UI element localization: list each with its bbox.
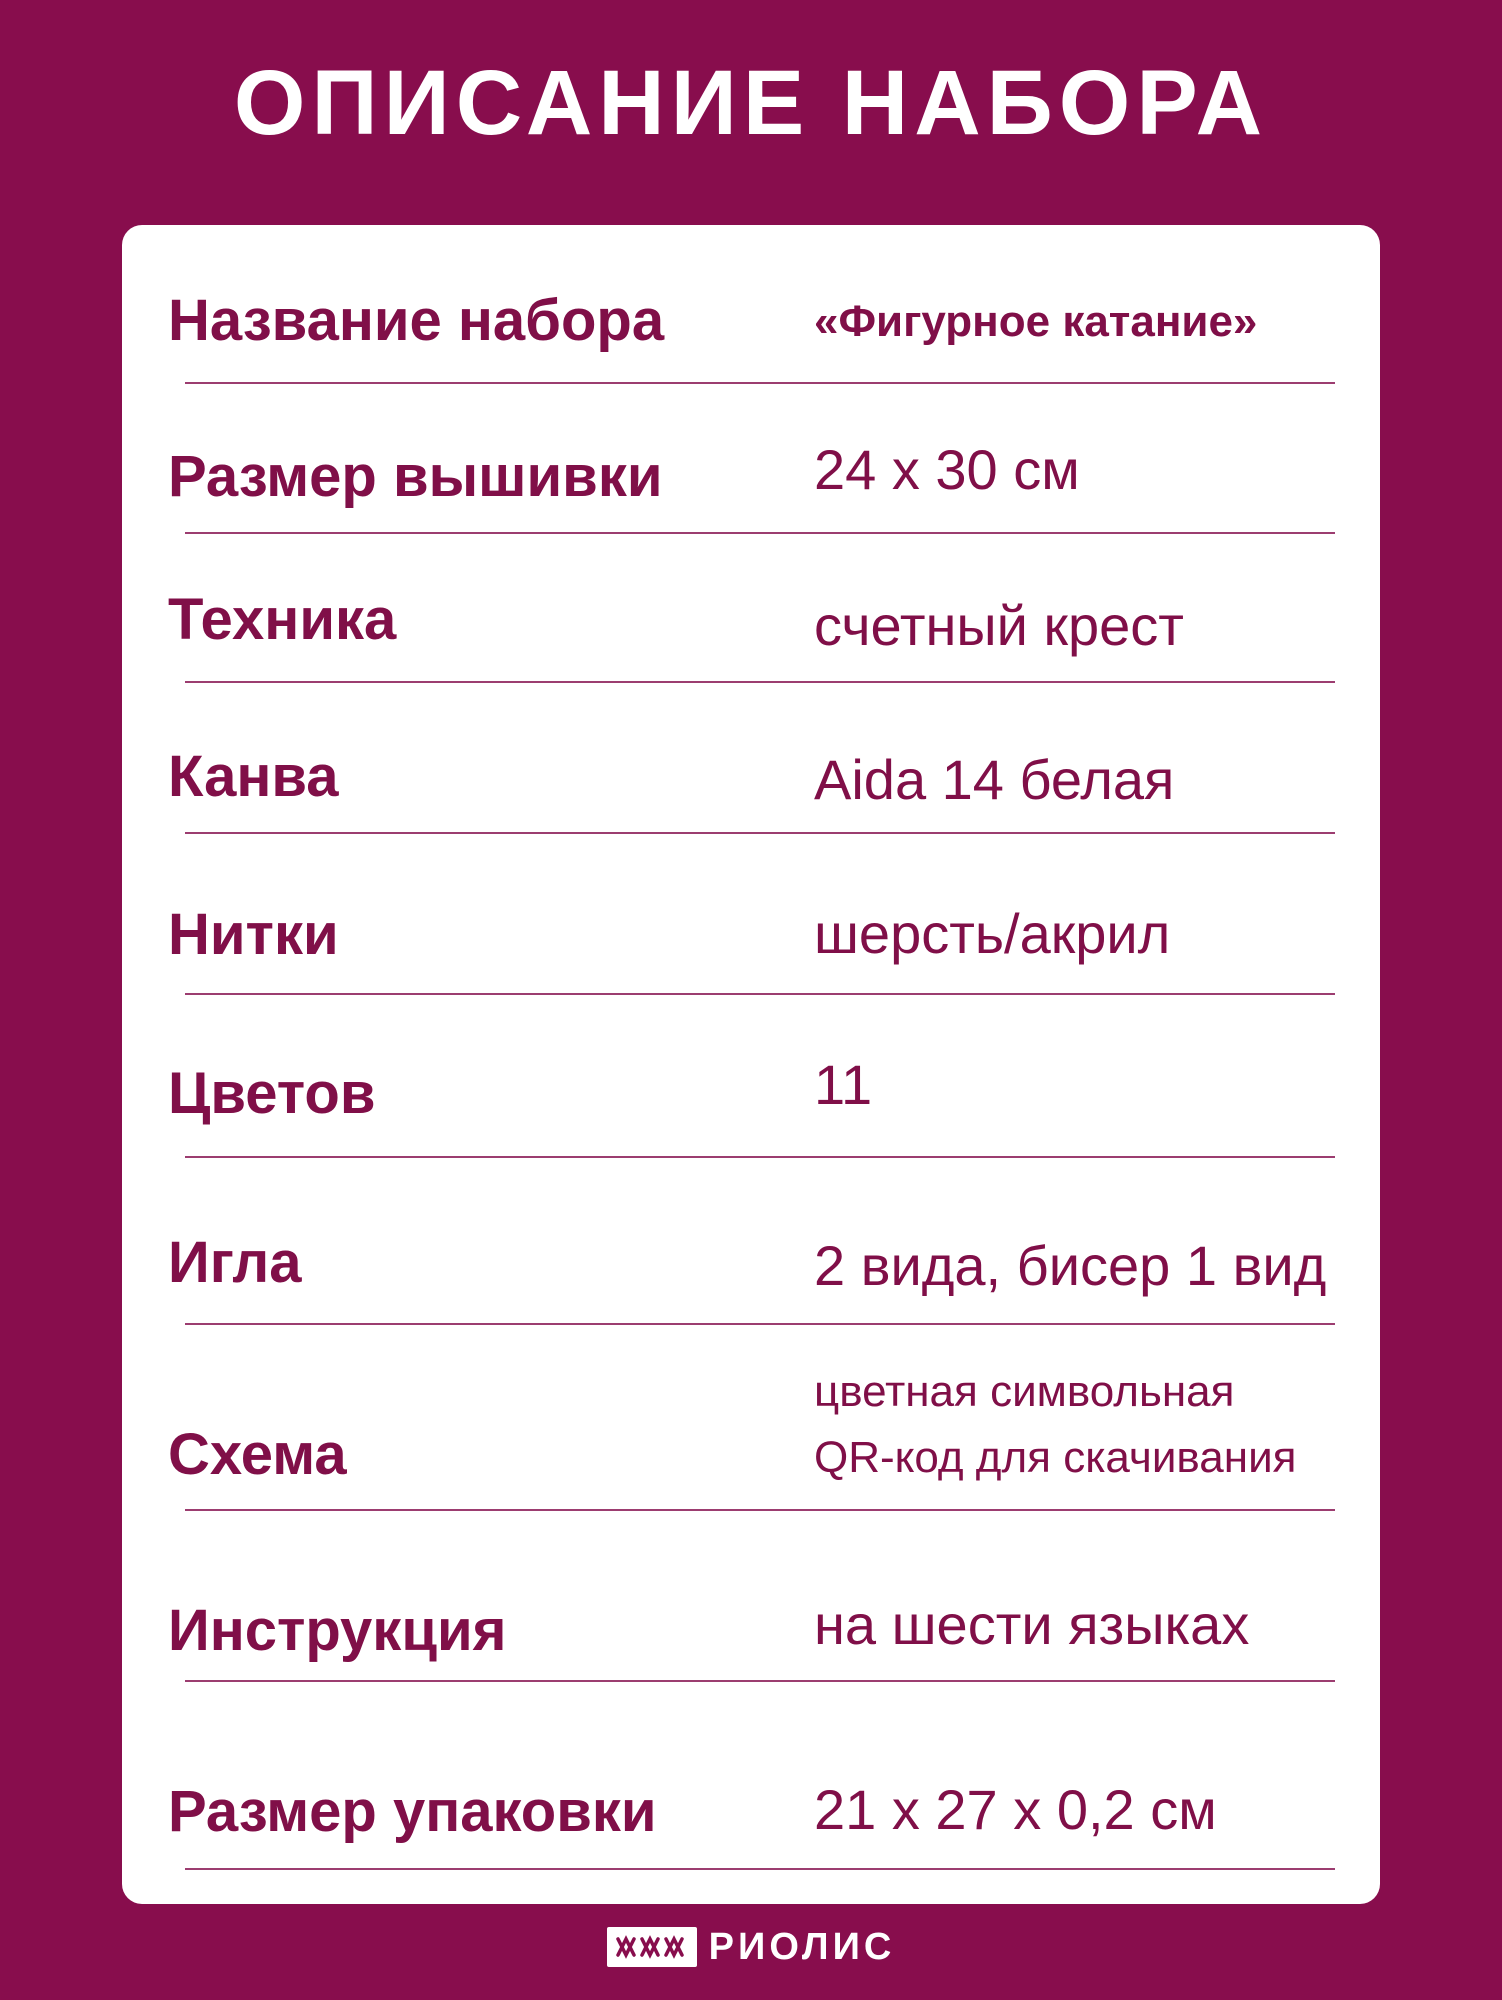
row-label: Название набора [168, 288, 665, 353]
brand-name: РИОЛИС [708, 1925, 896, 1968]
row-label: Техника [168, 587, 397, 652]
row-label: Инструкция [168, 1598, 507, 1663]
row-value: 11 [814, 1053, 873, 1116]
row-value: шерсть/акрил [814, 902, 1171, 965]
row-value [814, 1359, 1296, 1491]
row-value: 2 вида, бисер 1 вид [814, 1234, 1327, 1297]
row-separator [185, 532, 1335, 534]
row-label: Схема [168, 1422, 347, 1487]
row-value: на шести языках [814, 1593, 1250, 1656]
row-value: 21 х 27 х 0,2 см [814, 1778, 1217, 1841]
footer [0, 1925, 1502, 1969]
row-separator [185, 1868, 1335, 1870]
row-separator [185, 1509, 1335, 1511]
row-label: Игла [168, 1230, 302, 1295]
page-title: ОПИСАНИЕ НАБОРА [233, 52, 1269, 154]
row-label: Размер вышивки [168, 444, 663, 509]
row-label: Нитки [168, 902, 339, 967]
row-separator [185, 681, 1335, 683]
riolis-logo-icon [607, 1927, 697, 1967]
row-value: «Фигурное катание» [814, 297, 1258, 346]
row-value-line: QR-код для скачивания [814, 1433, 1297, 1482]
row-value-line: цветная символьная [814, 1367, 1235, 1416]
description-card [122, 225, 1380, 1904]
row-label: Размер упаковки [168, 1779, 657, 1844]
row-value: Aida 14 белая [814, 748, 1175, 811]
row-separator [185, 832, 1335, 834]
row-separator [185, 993, 1335, 995]
row-label: Канва [168, 744, 339, 809]
row-separator [185, 1323, 1335, 1325]
row-separator [185, 1680, 1335, 1682]
row-value: 24 х 30 см [814, 438, 1080, 501]
row-separator [185, 1156, 1335, 1158]
row-value: счетный крест [814, 594, 1184, 657]
row-label: Цветов [168, 1061, 376, 1126]
row-separator [185, 382, 1335, 384]
